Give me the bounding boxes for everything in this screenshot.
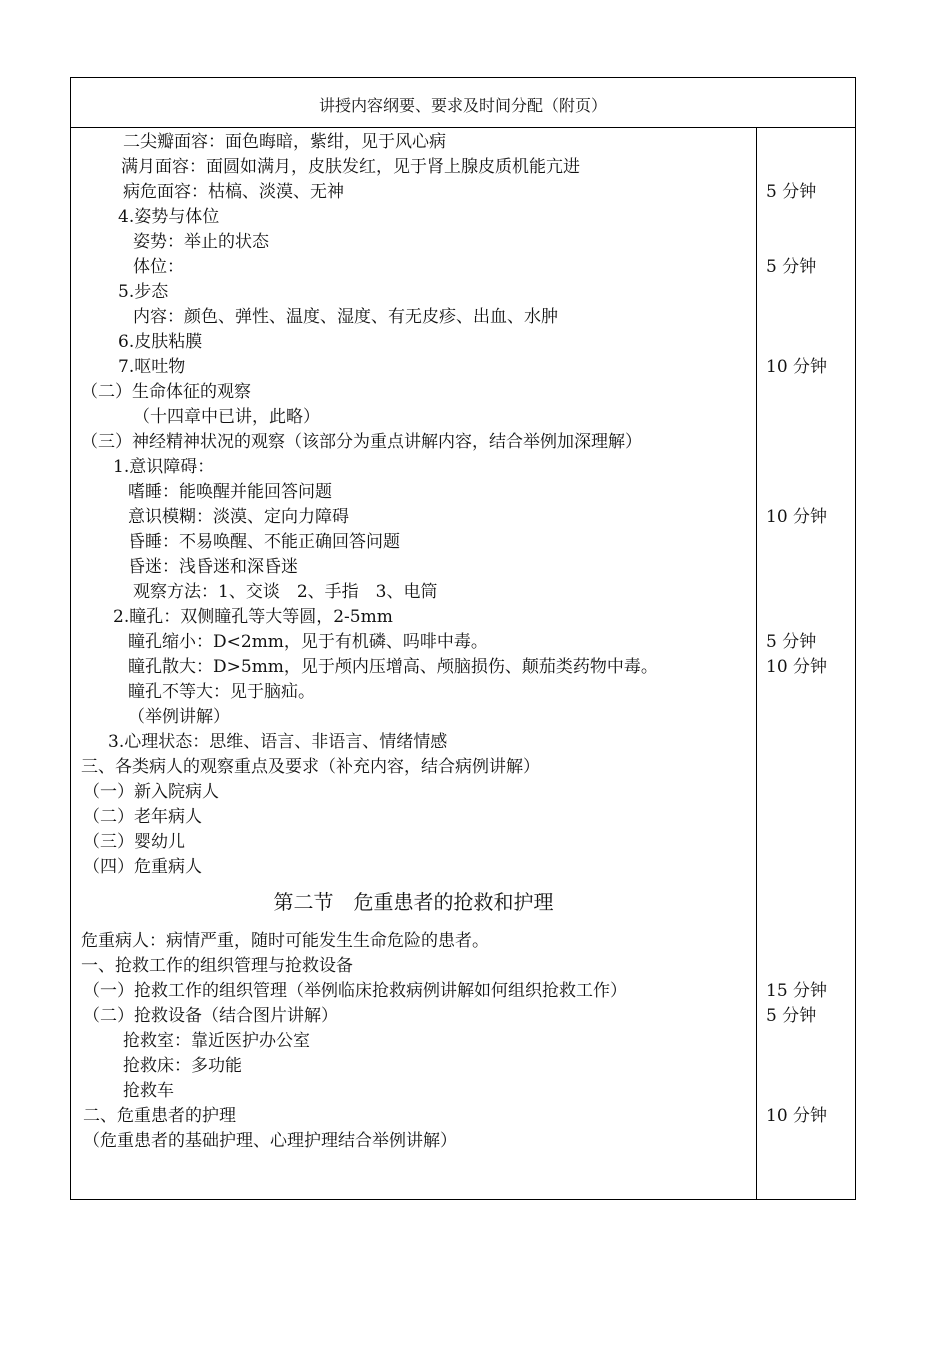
content-line: （危重患者的基础护理、心理护理结合举例讲解）: [83, 1131, 457, 1151]
content-line: 意识模糊：淡漠、定向力障碍: [128, 507, 349, 527]
content-line: （三）婴幼儿: [83, 832, 185, 852]
content-line: 抢救床：多功能: [123, 1056, 242, 1076]
time-allocation: 10 分钟: [766, 1106, 828, 1126]
content-line: （举例讲解）: [128, 707, 230, 727]
content-line: 姿势：举止的状态: [133, 232, 269, 252]
content-line: （十四章中已讲，此略）: [133, 407, 320, 427]
content-line: 病危面容：枯槁、淡漠、无神: [123, 182, 344, 202]
content-line: （一）新入院病人: [83, 782, 219, 802]
content-line: （二）抢救设备（结合图片讲解）: [83, 1006, 338, 1026]
time-allocation: 5 分钟: [766, 1006, 817, 1026]
content-line: 昏迷：浅昏迷和深昏迷: [128, 557, 298, 577]
time-allocation: 10 分钟: [766, 657, 828, 677]
content-line: 昏睡：不易唤醒、不能正确回答问题: [128, 532, 400, 552]
content-line: 1.意识障碍：: [113, 457, 215, 477]
content-line: 观察方法：1、交谈 2、手指 3、电筒: [133, 582, 438, 602]
time-allocation: 5 分钟: [766, 257, 817, 277]
section-title: 第二节 危重患者的抢救和护理: [273, 890, 554, 914]
syllabus-table: [70, 77, 856, 1200]
content-line: 2.瞳孔：双侧瞳孔等大等圆，2-5mm: [113, 607, 393, 627]
content-line: 二、危重患者的护理: [83, 1106, 236, 1126]
content-line: 一、抢救工作的组织管理与抢救设备: [81, 956, 353, 976]
time-allocation: 5 分钟: [766, 182, 817, 202]
time-allocation: 10 分钟: [766, 357, 828, 377]
content-line: 4.姿势与体位: [118, 207, 220, 227]
content-line: 抢救车: [123, 1081, 174, 1101]
content-line: （二）老年病人: [83, 807, 202, 827]
content-line: 满月面容：面圆如满月，皮肤发红，见于肾上腺皮质机能亢进: [121, 157, 580, 177]
content-line: （四）危重病人: [83, 857, 202, 877]
content-line: 内容：颜色、弹性、温度、湿度、有无皮疹、出血、水肿: [133, 307, 558, 327]
time-allocation: 5 分钟: [766, 632, 817, 652]
content-line: （一）抢救工作的组织管理（举例临床抢救病例讲解如何组织抢救工作）: [83, 981, 627, 1001]
content-line: 体位：: [133, 257, 184, 277]
content-line: 嗜睡：能唤醒并能回答问题: [128, 482, 332, 502]
time-allocation: 10 分钟: [766, 507, 828, 527]
content-line: 6.皮肤粘膜: [118, 332, 203, 352]
content-line: 3.心理状态：思维、语言、非语言、情绪情感: [108, 732, 448, 752]
content-line: 5.步态: [118, 282, 169, 302]
content-line: 瞳孔不等大：见于脑疝。: [128, 682, 315, 702]
content-line: 二尖瓣面容：面色晦暗，紫绀，见于风心病: [123, 132, 446, 152]
content-line: 7.呕吐物: [118, 357, 186, 377]
content-line: （二）生命体征的观察: [81, 382, 251, 402]
time-allocation: 15 分钟: [766, 981, 828, 1001]
content-line: 瞳孔散大：D>5mm，见于颅内压增高、颅脑损伤、颠茄类药物中毒。: [128, 657, 658, 677]
content-line: 抢救室：靠近医护办公室: [123, 1031, 310, 1051]
content-line: 危重病人：病情严重，随时可能发生生命危险的患者。: [81, 931, 489, 951]
table-header: 讲授内容纲要、要求及时间分配（附页）: [71, 78, 855, 128]
content-line: 瞳孔缩小：D<2mm，见于有机磷、吗啡中毒。: [128, 632, 488, 652]
content-line: 三、各类病人的观察重点及要求（补充内容，结合病例讲解）: [81, 757, 540, 777]
column-divider: [756, 128, 757, 1199]
content-line: （三）神经精神状况的观察（该部分为重点讲解内容，结合举例加深理解）: [81, 432, 642, 452]
